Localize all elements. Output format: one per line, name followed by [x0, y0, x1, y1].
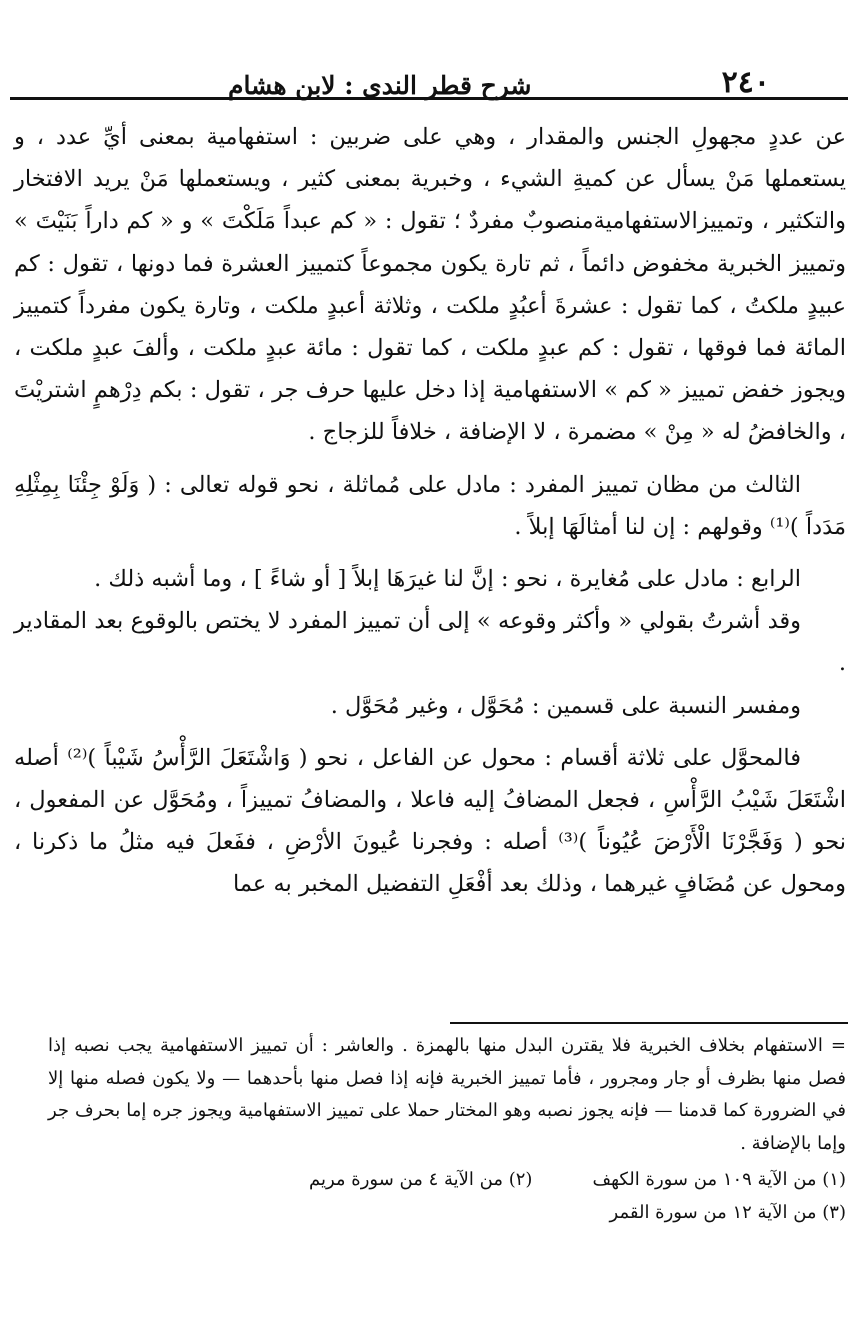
- running-title: شرح قطر الندى : لابن هشام: [228, 71, 532, 100]
- header-rule: [10, 97, 848, 100]
- footnotes: [48, 1030, 846, 1229]
- footnote-3: (٣) من الآية ١٢ من سورة القمر: [609, 1201, 846, 1223]
- footnote-1: (١) من الآية ١٠٩ من سورة الكهف: [592, 1169, 846, 1190]
- footnote-row: [48, 1164, 846, 1197]
- footnote-2: (٢) من الآية ٤ من سورة مريم: [309, 1169, 533, 1190]
- footnote-rule: [450, 1022, 848, 1024]
- paragraph-note: وقد أشرتُ بقولي « وأكثر وقوعه » إلى أن تمييز المفرد لا يختص بالوقوع بعد المقادير .: [14, 608, 846, 677]
- paragraph-muhawwal: فالمحوَّل على ثلاثة أقسام : محول عن الفاعل ، نحو ( وَاشْتَعَلَ الرَّأْسُ شَيْباً )⁽²⁾ أصله اشْتَعَلَ شَيْبُ الرَّأْسِ ، فجعل المضافُ إليه فاعلا ، والمضافُ تمييزاً ، ومُحَوَّل عن المفعول ، نحو ( وَفَجَّرْنَا الْأَرْضَ عُيُوناً )⁽³⁾ أصله : وفجرنا عُيونَ الأرْضِ ، ففَعلَ فيه مثلُ ما ذكرنا ، ومحول عن مُضَافٍ غيرهما ، وذلك بعد أفْعَلِ التفضيل المخبر به عما: [14, 744, 846, 898]
- page-header: [92, 38, 770, 98]
- main-text: [14, 116, 846, 906]
- page-number: ٢٤٠: [721, 65, 770, 100]
- paragraph-fourth: الرابع : مادل على مُغايرة ، نحو : إنَّ لنا غيرَهَا إبلاً [ أو شاءً ] ، وما أشبه ذلك .: [94, 566, 801, 593]
- note-continuation: = الاستفهام بخلاف الخبرية فلا يقترن البدل منها بالهمزة . والعاشر : أن تمييز الاستفهامية يجب نصبه إذا فصل منها بظرف أو جار ومجرور ، فأما تمييز الخبرية فإنه إذا فصل منها بأحدهما — ولا يكون فصله منها إلا في الضرورة كما قدمنا — فإنه يجوز نصبه وهو المختار حملا على تمييز الاستفهامية ويجوز جره إما بحرف جر وإما بالإضافة .: [48, 1035, 846, 1154]
- paragraph-nisba: ومفسر النسبة على قسمين : مُحَوَّل ، وغير مُحَوَّل .: [330, 692, 801, 719]
- paragraph-third: الثالث من مظان تمييز المفرد : مادل على مُماثلة ، نحو قوله تعالى : ( وَلَوْ جِئْنَا بِمِثْلِهِ مَدَداً )⁽¹⁾ وقولهم : إن لنا أمثالَهَا إبلاً .: [14, 471, 846, 540]
- paragraph-kam: عن عددٍ مجهولِ الجنس والمقدار ، وهي على ضربين : استفهامية بمعنى أيِّ عدد ، و يستعملها مَنْ يسأل عن كميةِ الشيء ، وخبرية بمعنى كثير ، ويستعملها مَنْ يريد الافتخار والتكثير ، وتمييزالاستفهاميةمنصوبٌ مفردٌ ؛ تقول : « كم عبداً مَلَكْتَ » و « كم داراً بَنَيْتَ » وتمييز الخبرية مخفوض دائماً ، ثم تارة يكون مجموعاً كتمييز العشرة فما دونها ، تقول : كم عبيدٍ ملكتُ ، كما تقول : عشرةَ أعبُدٍ ملكت ، وثلاثة أعبدٍ ملكت ، وتارة يكون مفرداً كتمييز المائة فما فوقها ، تقول : كم عبدٍ ملكت ، كما تقول : مائة عبدٍ ملكت ، وألفَ عبدٍ ملكت ، ويجوز خفض تمييز « كم » الاستفهامية إذا دخل عليها حرف جر ، تقول : بكم دِرْهمٍ اشتريْتَ ، والخافضُ له « مِنْ » مضمرة ، لا الإضافة ، خلافاً للزجاج .: [14, 124, 846, 446]
